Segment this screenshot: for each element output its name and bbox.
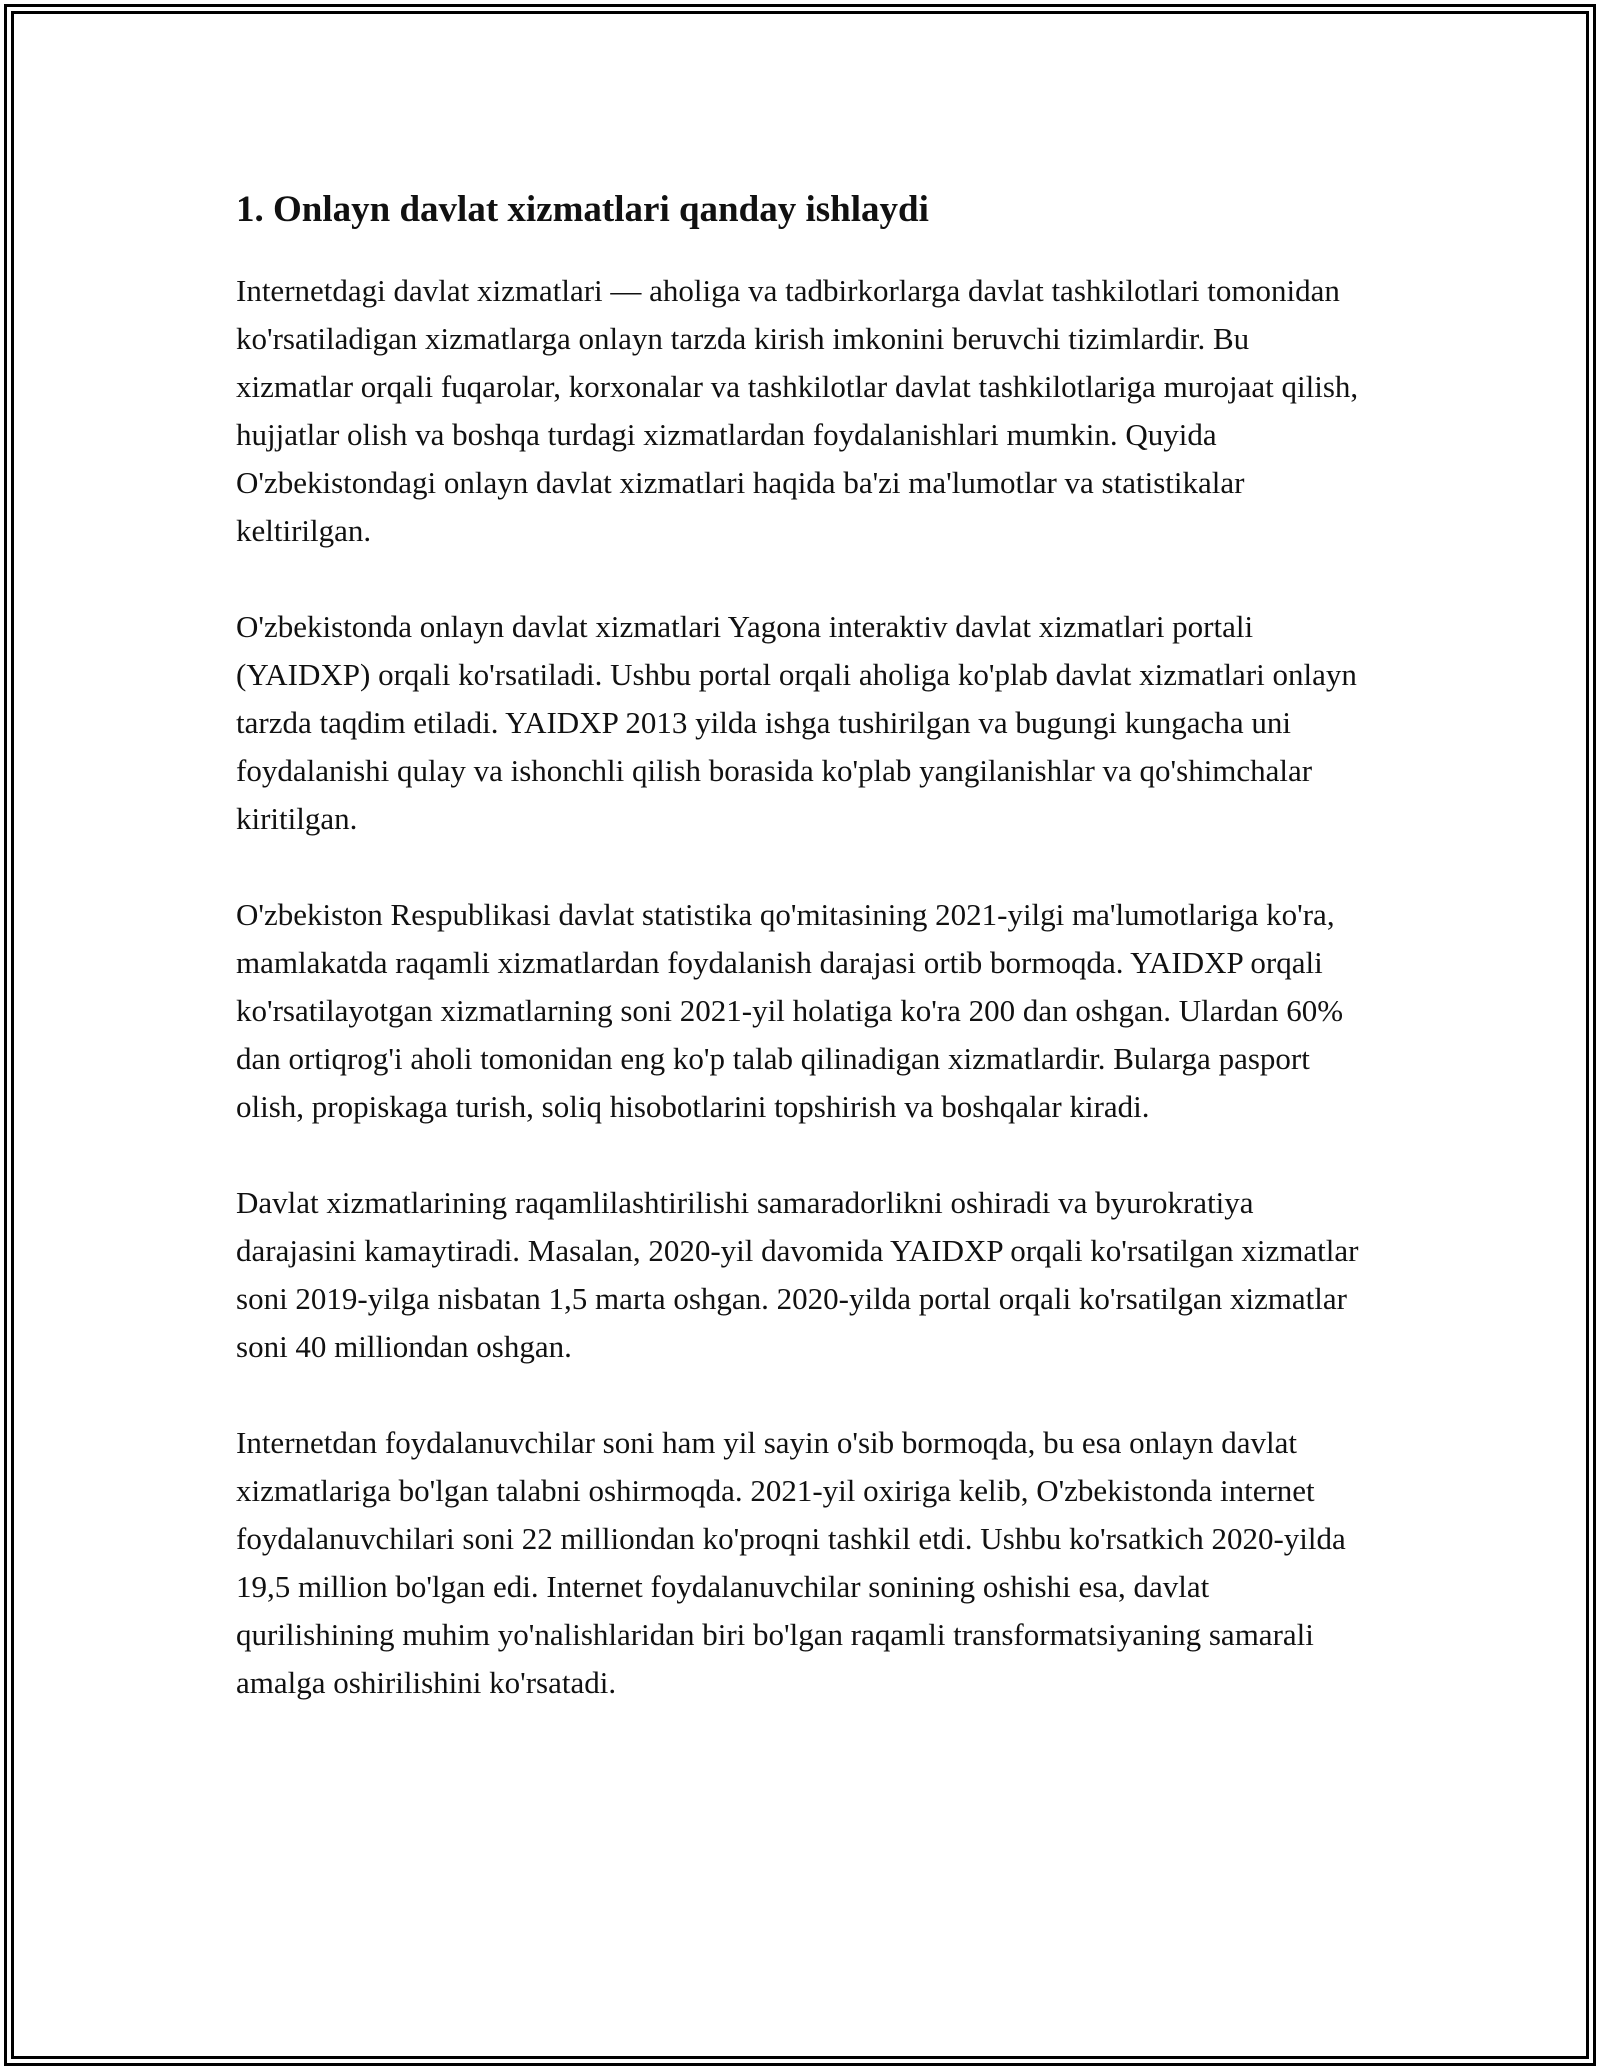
paragraph-portal: O'zbekistonda onlayn davlat xizmatlari Yagona interaktiv davlat xizmatlari portali (YAIDXP) orqali ko'rsatiladi. Ushbu portal orqali aholiga ko'plab davlat xizmatlari onlayn tarzda taqdim etiladi. YAIDXP 2013 yilda ishga tushirilgan va bugungi kungacha uni foydalanishi qulay va ishonchli qilish borasida ko'plab yangilanishlar va qo'shimchalar kiritilgan. bbox=[236, 609, 1357, 836]
paragraph-intro: Internetdagi davlat xizmatlari — aholiga va tadbirkorlarga davlat tashkilotlari tomonidan ko'rsatiladigan xizmatlarga onlayn tarzda kirish imkonini beruvchi tizimlardir. Bu xizmatlar orqali fuqarolar, korxonalar va tashkilotlar davlat tashkilotlariga murojaat qilish, hujjatlar olish va boshqa turdagi xizmatlardan foydalanishlari mumkin. Quyida O'zbekistondagi onlayn davlat xizmatlari haqida ba'zi ma'lumotlar va statistikalar keltirilgan. bbox=[236, 273, 1359, 548]
paragraph-statistics: O'zbekiston Respublikasi davlat statistika qo'mitasining 2021-yilgi ma'lumotlariga ko'ra, mamlakatda raqamli xizmatlardan foydalanish darajasi ortib bormoqda. YAIDXP orqali ko'rsatilayotgan xizmatlarning soni 2021-yil holatiga ko'ra 200 dan oshgan. Ulardan 60% dan ortiqrog'i aholi tomonidan eng ko'p talab qilinadigan xizmatlardir. Bularga pasport olish, propiskaga turish, soliq hisobotlarini topshirish va boshqalar kiradi. bbox=[236, 897, 1344, 1124]
document-body bbox=[236, 186, 1366, 1755]
page-title: 1. Onlayn davlat xizmatlari qanday ishlaydi bbox=[236, 189, 929, 230]
paragraph-digitalization: Davlat xizmatlarining raqamlilashtirilishi samaradorlikni oshiradi va byurokratiya darajasini kamaytiradi. Masalan, 2020-yil davomida YAIDXP orqali ko'rsatilgan xizmatlar soni 2019-yilga nisbatan 1,5 marta oshgan. 2020-yilda portal orqali ko'rsatilgan xizmatlar soni 40 milliondan oshgan. bbox=[236, 1185, 1359, 1364]
paragraph-internet-users: Internetdan foydalanuvchilar soni ham yil sayin o'sib bormoqda, bu esa onlayn davlat xizmatlariga bo'lgan talabni oshirmoqda. 2021-yil oxiriga kelib, O'zbekistonda internet foydalanuvchilari soni 22 milliondan ko'proqni tashkil etdi. Ushbu ko'rsatkich 2020-yilda 19,5 million bo'lgan edi. Internet foydalanuvchilar sonining oshishi esa, davlat qurilishining muhim yo'nalishlaridan biri bo'lgan raqamli transformatsiyaning samarali amalga oshirilishini ko'rsatadi. bbox=[236, 1425, 1346, 1700]
